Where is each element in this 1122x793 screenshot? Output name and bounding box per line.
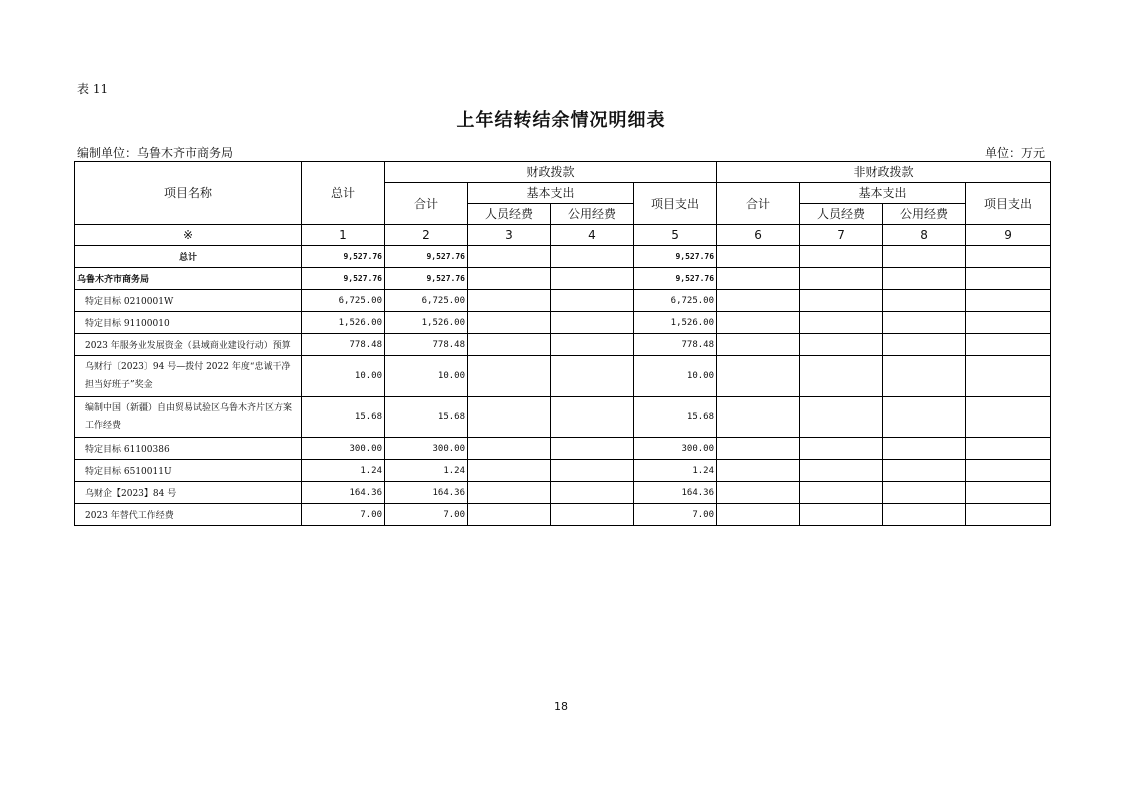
- cell-fiscal-personnel: [468, 334, 551, 356]
- row-name: 2023 年替代工作经费: [75, 504, 302, 526]
- col-header-nonfiscal-personnel: 人员经费: [800, 204, 883, 225]
- cell-fiscal-personnel: [468, 290, 551, 312]
- table-row: [75, 397, 1051, 438]
- table-row: [75, 334, 1051, 356]
- cell-fiscal-public: [551, 290, 634, 312]
- row-name: 2023 年服务业发展资金（县域商业建设行动）预算: [75, 334, 302, 356]
- cell-nonfiscal-personnel: [800, 334, 883, 356]
- cell-fiscal-personnel: [468, 268, 551, 290]
- index-cell: 4: [551, 225, 634, 246]
- cell-fiscal-subtotal: 7.00: [385, 504, 468, 526]
- cell-total: 778.48: [302, 334, 385, 356]
- cell-total: 15.68: [302, 397, 385, 438]
- cell-nonfiscal-personnel: [800, 482, 883, 504]
- col-header-fiscal-public: 公用经费: [551, 204, 634, 225]
- cell-nonfiscal-personnel: [800, 312, 883, 334]
- cell-fiscal-project: 778.48: [634, 334, 717, 356]
- cell-nonfiscal-public: [883, 460, 966, 482]
- cell-fiscal-subtotal: 300.00: [385, 438, 468, 460]
- cell-nonfiscal-project: [966, 460, 1051, 482]
- index-cell: 5: [634, 225, 717, 246]
- cell-nonfiscal-public: [883, 268, 966, 290]
- table-row-department: [75, 268, 1051, 290]
- table-row: [75, 356, 1051, 397]
- cell-nonfiscal-public: [883, 397, 966, 438]
- cell-total: 6,725.00: [302, 290, 385, 312]
- cell-nonfiscal-project: [966, 290, 1051, 312]
- index-cell: 3: [468, 225, 551, 246]
- col-header-nonfiscal-public: 公用经费: [883, 204, 966, 225]
- cell-nonfiscal-subtotal: [717, 290, 800, 312]
- table-row: [75, 504, 1051, 526]
- cell-fiscal-subtotal: 1,526.00: [385, 312, 468, 334]
- cell-fiscal-subtotal: 778.48: [385, 334, 468, 356]
- table-number: 表 11: [77, 82, 109, 96]
- cell-nonfiscal-subtotal: [717, 460, 800, 482]
- cell-fiscal-personnel: [468, 438, 551, 460]
- cell-fiscal-project: 6,725.00: [634, 290, 717, 312]
- index-cell: ※: [75, 225, 302, 246]
- cell-nonfiscal-project: [966, 438, 1051, 460]
- cell-fiscal-public: [551, 504, 634, 526]
- row-name: 总计: [75, 246, 302, 268]
- cell-nonfiscal-subtotal: [717, 356, 800, 397]
- col-header-total: 总计: [302, 162, 385, 225]
- row-name: 特定目标 61100386: [75, 438, 302, 460]
- cell-fiscal-public: [551, 356, 634, 397]
- cell-nonfiscal-subtotal: [717, 268, 800, 290]
- table-row: [75, 482, 1051, 504]
- cell-total: 1,526.00: [302, 312, 385, 334]
- cell-nonfiscal-subtotal: [717, 504, 800, 526]
- col-header-nonfiscal: 非财政拨款: [717, 162, 1051, 183]
- cell-nonfiscal-personnel: [800, 268, 883, 290]
- cell-total: 7.00: [302, 504, 385, 526]
- index-cell: 1: [302, 225, 385, 246]
- cell-fiscal-subtotal: 6,725.00: [385, 290, 468, 312]
- cell-fiscal-subtotal: 15.68: [385, 397, 468, 438]
- cell-fiscal-personnel: [468, 397, 551, 438]
- compiling-unit: 编制单位：乌鲁木齐市商务局: [77, 146, 234, 160]
- cell-nonfiscal-project: [966, 504, 1051, 526]
- col-header-fiscal-basic: 基本支出: [468, 183, 634, 204]
- col-header-project-name: 项目名称: [75, 162, 302, 225]
- cell-fiscal-project: 9,527.76: [634, 246, 717, 268]
- cell-fiscal-personnel: [468, 504, 551, 526]
- cell-nonfiscal-public: [883, 504, 966, 526]
- cell-fiscal-personnel: [468, 460, 551, 482]
- cell-total: 300.00: [302, 438, 385, 460]
- cell-nonfiscal-project: [966, 482, 1051, 504]
- cell-fiscal-project: 7.00: [634, 504, 717, 526]
- cell-nonfiscal-public: [883, 290, 966, 312]
- col-header-fiscal: 财政拨款: [385, 162, 717, 183]
- cell-nonfiscal-project: [966, 356, 1051, 397]
- cell-nonfiscal-project: [966, 312, 1051, 334]
- cell-fiscal-public: [551, 438, 634, 460]
- cell-fiscal-public: [551, 482, 634, 504]
- cell-nonfiscal-subtotal: [717, 397, 800, 438]
- cell-fiscal-public: [551, 268, 634, 290]
- index-cell: 7: [800, 225, 883, 246]
- cell-nonfiscal-personnel: [800, 460, 883, 482]
- cell-nonfiscal-project: [966, 397, 1051, 438]
- cell-fiscal-public: [551, 334, 634, 356]
- cell-fiscal-personnel: [468, 246, 551, 268]
- cell-total: 9,527.76: [302, 268, 385, 290]
- cell-fiscal-subtotal: 164.36: [385, 482, 468, 504]
- cell-fiscal-project: 9,527.76: [634, 268, 717, 290]
- cell-nonfiscal-personnel: [800, 356, 883, 397]
- col-header-nonfiscal-subtotal: 合计: [717, 183, 800, 225]
- currency-unit: 单位：万元: [984, 146, 1045, 160]
- cell-nonfiscal-personnel: [800, 246, 883, 268]
- cell-fiscal-subtotal: 10.00: [385, 356, 468, 397]
- index-cell: 8: [883, 225, 966, 246]
- cell-fiscal-project: 10.00: [634, 356, 717, 397]
- cell-nonfiscal-personnel: [800, 290, 883, 312]
- cell-fiscal-subtotal: 1.24: [385, 460, 468, 482]
- col-header-fiscal-personnel: 人员经费: [468, 204, 551, 225]
- cell-fiscal-public: [551, 312, 634, 334]
- cell-fiscal-project: 15.68: [634, 397, 717, 438]
- cell-fiscal-project: 164.36: [634, 482, 717, 504]
- cell-nonfiscal-subtotal: [717, 312, 800, 334]
- cell-fiscal-personnel: [468, 482, 551, 504]
- cell-nonfiscal-subtotal: [717, 438, 800, 460]
- cell-nonfiscal-subtotal: [717, 482, 800, 504]
- cell-fiscal-subtotal: 9,527.76: [385, 268, 468, 290]
- cell-nonfiscal-personnel: [800, 397, 883, 438]
- col-header-fiscal-project: 项目支出: [634, 183, 717, 225]
- carryover-table: [74, 161, 1051, 526]
- row-name: 特定目标 0210001W: [75, 290, 302, 312]
- cell-nonfiscal-public: [883, 334, 966, 356]
- cell-fiscal-project: 1,526.00: [634, 312, 717, 334]
- row-name: 特定目标 6510011U: [75, 460, 302, 482]
- table-row-total: [75, 246, 1051, 268]
- cell-nonfiscal-public: [883, 246, 966, 268]
- table-row: [75, 460, 1051, 482]
- cell-nonfiscal-project: [966, 246, 1051, 268]
- cell-nonfiscal-personnel: [800, 438, 883, 460]
- table-row: [75, 312, 1051, 334]
- row-name: 编制中国（新疆）自由贸易试验区乌鲁木齐片区方案工作经费: [75, 397, 302, 438]
- cell-total: 10.00: [302, 356, 385, 397]
- cell-fiscal-personnel: [468, 356, 551, 397]
- cell-total: 1.24: [302, 460, 385, 482]
- index-cell: 2: [385, 225, 468, 246]
- page-title: 上年结转结余情况明细表: [456, 110, 666, 131]
- col-header-fiscal-subtotal: 合计: [385, 183, 468, 225]
- col-header-nonfiscal-basic: 基本支出: [800, 183, 966, 204]
- cell-fiscal-project: 300.00: [634, 438, 717, 460]
- cell-total: 164.36: [302, 482, 385, 504]
- cell-nonfiscal-subtotal: [717, 334, 800, 356]
- cell-total: 9,527.76: [302, 246, 385, 268]
- cell-fiscal-personnel: [468, 312, 551, 334]
- row-name: 乌财企【2023】84 号: [75, 482, 302, 504]
- cell-nonfiscal-subtotal: [717, 246, 800, 268]
- cell-nonfiscal-public: [883, 438, 966, 460]
- table-row: [75, 290, 1051, 312]
- column-index-row: [75, 225, 1051, 246]
- cell-fiscal-public: [551, 460, 634, 482]
- cell-fiscal-subtotal: 9,527.76: [385, 246, 468, 268]
- cell-nonfiscal-public: [883, 356, 966, 397]
- row-name: 特定目标 91100010: [75, 312, 302, 334]
- index-cell: 9: [966, 225, 1051, 246]
- cell-nonfiscal-personnel: [800, 504, 883, 526]
- col-header-nonfiscal-project: 项目支出: [966, 183, 1051, 225]
- table-row: [75, 438, 1051, 460]
- cell-nonfiscal-public: [883, 312, 966, 334]
- cell-fiscal-public: [551, 397, 634, 438]
- row-name: 乌财行〔2023〕94 号—拨付 2022 年度“忠诚干净担当好班子”奖金: [75, 356, 302, 397]
- cell-nonfiscal-project: [966, 268, 1051, 290]
- cell-nonfiscal-public: [883, 482, 966, 504]
- cell-fiscal-public: [551, 246, 634, 268]
- cell-fiscal-project: 1.24: [634, 460, 717, 482]
- cell-nonfiscal-project: [966, 334, 1051, 356]
- row-name: 乌鲁木齐市商务局: [75, 268, 302, 290]
- index-cell: 6: [717, 225, 800, 246]
- page-number: 18: [554, 700, 568, 713]
